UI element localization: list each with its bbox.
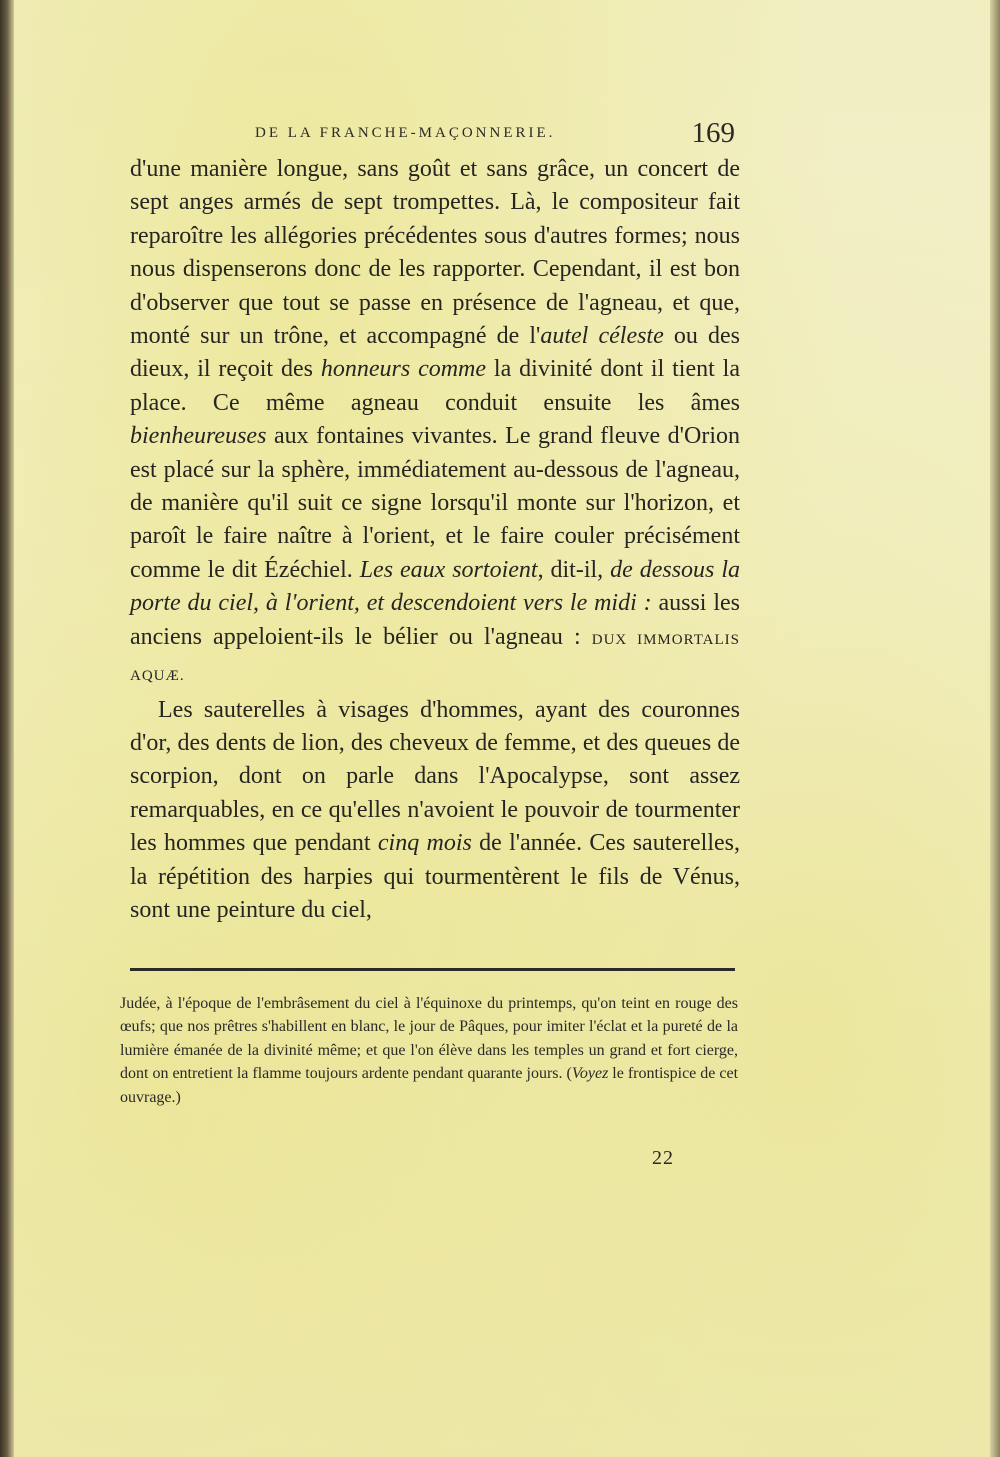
page-number: 169: [691, 117, 735, 149]
text-run: aux fontaines vivantes. Le grand fleuve d'Orion est placé sur la sphère, immédiatement au-dessous de l'agneau, de manière qu'il suit ce signe lorsqu'il monte sur l'horizon, et paroît le faire naître à l'orient, et le faire couler précisément comme le dit Ézéchiel.: [130, 423, 740, 583]
italic-run: autel céleste: [540, 323, 664, 350]
italic-run: de dessous la porte du ciel, à l'orient, et descendoient vers le midi :: [130, 556, 741, 617]
footnote-text: [120, 992, 738, 1109]
italic-run: Voyez: [571, 1065, 609, 1083]
binding-gutter: [0, 0, 14, 1457]
text-run: de l'année. Ces sauterelles, la répétition des harpies qui tourmentèrent le fils de Vénus, sont une peinture du ciel,: [130, 830, 740, 923]
small-caps-run: DUX IMMORTALIS AQUÆ.: [130, 631, 740, 685]
text-run: aussi les anciens appeloient-ils le bélier ou l'agneau :: [130, 590, 740, 650]
paragraph-2: [130, 694, 740, 928]
main-text: [130, 153, 740, 927]
signature-mark: 22: [652, 1147, 674, 1169]
page-edge: [990, 0, 1000, 1457]
text-run: d'une manière longue, sans goût et sans grâce, un concert de sept anges armés de sept trompettes. Là, le compositeur fait reparoître les allégories précédentes sous d'autres formes; nous nous dispenserons donc de les rapporter. Cependant, il est bon d'observer que tout se passe en présence de l'agneau, et que, monté sur un trône, et accompagné de l': [130, 156, 740, 350]
page-header: [255, 117, 735, 153]
text-run: Judée, à l'époque de l'embrâsement du ciel à l'équinoxe du printemps, qu'on teint en rouge des œufs; que nos prêtres s'habillent en blanc, le jour de Pâques, pour imiter l'éclat et la pureté de la lumière émanée de la divinité même; et que l'on élève dans les temples un grand et fort cierge, dont on entretient la flamme toujours ardente pendant quarante jours. (: [120, 995, 738, 1083]
footnote-rule: [130, 968, 735, 971]
paragraph-1: [130, 153, 740, 694]
footnote: [120, 992, 738, 1109]
text-run: ou des dieux, il reçoit des: [130, 323, 740, 383]
italic-run: honneurs comme: [320, 356, 487, 383]
italic-run: Les eaux sortoient: [359, 556, 538, 583]
running-head: DE LA FRANCHE-MAÇONNERIE.: [255, 125, 556, 141]
text-run: , dit-il,: [537, 556, 611, 583]
text-run: la divinité dont il tient la place. Ce même agneau conduit ensuite les âmes: [130, 356, 741, 416]
text-run: le frontispice de cet ouvrage.): [120, 1065, 739, 1106]
italic-run: cinq mois: [377, 830, 472, 857]
italic-run: bienheureuses: [130, 423, 267, 450]
text-run: Les sauterelles à visages d'hommes, ayant des couronnes d'or, des dents de lion, des cheveux de femme, et des queues de scorpion, dont on parle dans l'Apocalypse, sont assez remarquables, en ce qu'elles n'avoient le pouvoir de tourmenter les hommes que pendant: [130, 696, 740, 857]
